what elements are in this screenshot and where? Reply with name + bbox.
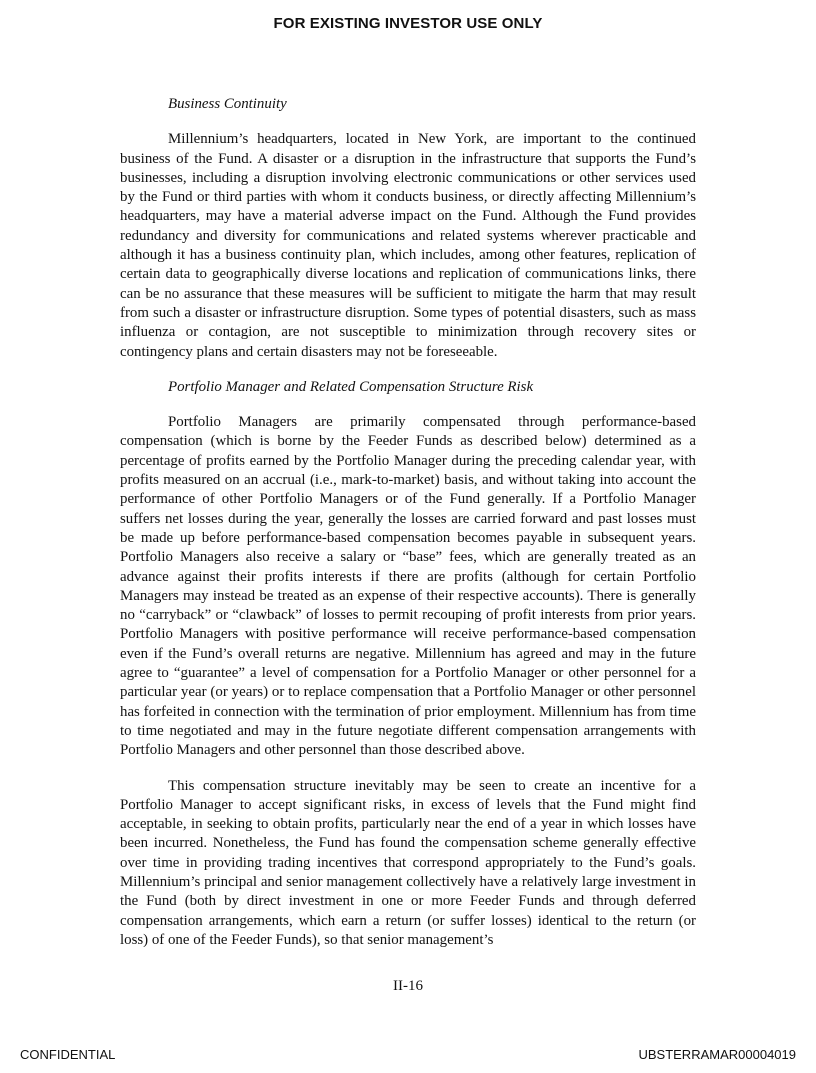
footer-bates-number: UBSTERRAMAR00004019 xyxy=(638,1047,796,1062)
section-heading-compensation-risk: Portfolio Manager and Related Compensation Structure Risk xyxy=(168,378,534,395)
document-body xyxy=(120,95,696,966)
section-heading-business-continuity: Business Continuity xyxy=(168,96,287,112)
paragraph-business-continuity: Millennium’s headquarters, located in New York, are important to the continued business of the Fund. A disaster or a disruption in the infrastructure that supports the Fund’s businesses, including a disruption involving electronic communications or other services used by the Fund or third parties with whom it conducts business, or directly affecting Millennium’s headquarters, may have a material adverse impact on the Fund. Although the Fund provides redundancy and diversity for communications and related systems wherever practicable and although it has a business continuity plan, which includes, among other features, replication of certain data to geographically diverse locations and replication of communications links, there can be no assurance that these measures will be sufficient to mitigate the harm that may result from such a disaster or infrastructure disruption. Some types of potential disasters, such as mass influenza or contagion, are not susceptible to minimization through recovery sites or contingency plans and certain disasters may not be foreseeable. xyxy=(120,131,696,360)
footer-confidential-label: CONFIDENTIAL xyxy=(20,1047,116,1062)
paragraph-compensation-structure: Portfolio Managers are primarily compensated through performance-based compensation (which is borne by the Feeder Funds as described below) determined as a percentage of profits earned by the Portfolio Manager during the preceding calendar year, with profits measured on an accrual (i.e., mark-to-market) basis, and without taking into account the performance of other Portfolio Managers or of the Fund generally. If a Portfolio Manager suffers net losses during the year, generally the losses are carried forward and past losses must be made up before performance-based compensation becomes payable in subsequent years. Portfolio Managers also receive a salary or “base” fees, which are generally treated as an advance against their profits interests if there are profits (although for certain Portfolio Managers may instead be treated as an expense of their respective accounts). There is generally no “carryback” or “clawback” of losses to permit recouping of profit interests from prior years. Portfolio Managers with positive performance will receive performance-based compensation even if the Fund’s overall returns are negative. Millennium has agreed and may in the future agree to “guarantee” a level of compensation for a Portfolio Manager or other personnel for a particular year (or years) or to replace compensation that a Portfolio Manager or other personnel has forfeited in connection with the termination of prior employment. Millennium has from time to time negotiated and may in the future negotiate different compensation arrangements with Portfolio Managers and other personnel than those described above. xyxy=(120,414,696,759)
confidential-banner: FOR EXISTING INVESTOR USE ONLY xyxy=(273,15,543,32)
page-number: II-16 xyxy=(393,978,423,994)
paragraph-compensation-incentive: This compensation structure inevitably may be seen to create an incentive for a Portfolio Manager to accept significant risks, in excess of levels that the Fund might find acceptable, in seeking to obtain profits, particularly near the end of a year in which losses have been incurred. Nonetheless, the Fund has found the compensation scheme generally effective over time in providing trading incentives that correspond appropriately to the Fund’s goals. Millennium’s principal and senior management collectively have a relatively large investment in the Fund (both by direct investment in one or more Feeder Funds and through deferred compensation arrangements, which earn a return (or suffer losses) identical to the return (or loss) of one of the Feeder Funds), so that senior management’s xyxy=(120,777,696,948)
